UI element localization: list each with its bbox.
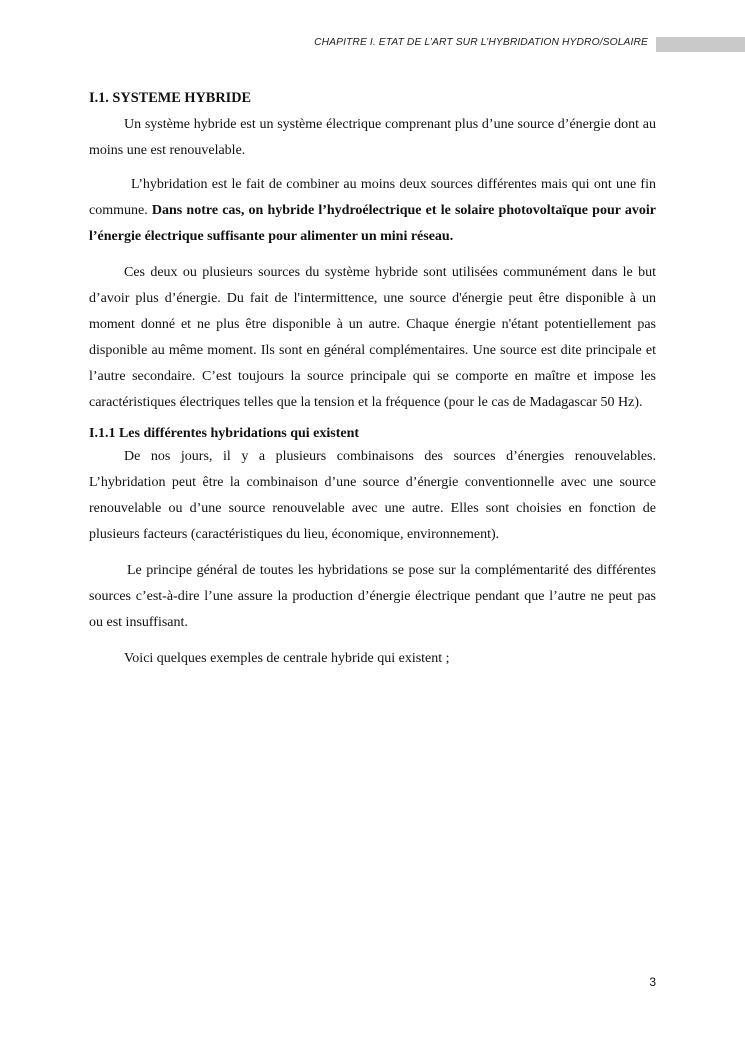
section-paragraph-3: Ces deux ou plusieurs sources du système hybride sont utilisées communément dans le but d’avoir plus d’énergie. Du fait de l'intermittence, une source d'énergie peut être disponible à un moment donné et ne plus être disponible à un autre. Chaque énergie n'étant potentiellement pas disponible au même moment. Ils sont en général complémentaires. Une source est dite principale et l’autre secondaire. C’est toujours la source principale qui se comporte en maître et impose les caractéristiques électriques telles que la tension et la fréquence (pour le cas de Madagascar 50 Hz).	[89, 265, 656, 410]
page-body	[89, 86, 656, 672]
subsection-paragraph-3: Voici quelques exemples de centrale hybride qui existent ;	[124, 651, 450, 666]
section-paragraph-2-text: L’hybridation est le fait de combiner au moins deux sources différentes mais qui ont une fin commune.	[89, 177, 656, 218]
section-paragraph-2-bold: Dans notre cas, on hybride l’hydroélectrique et le solaire photovoltaïque pour avoir l’énergie électrique suffisante pour alimenter un mini réseau.	[89, 203, 656, 244]
page-number: 3	[649, 975, 656, 989]
section-heading: I.1. SYSTEME HYBRIDE	[89, 90, 252, 106]
subsection-heading: I.1.1 Les différentes hybridations qui existent	[89, 426, 360, 441]
subsection-paragraph-1: De nos jours, il y a plusieurs combinaisons des sources d’énergies renouvelables. L’hybridation peut être la combinaison d’une source d’énergie conventionnelle avec une source renouvelable ou d’une source renouvelable avec une autre. Elles sont choisies en fonction de plusieurs facteurs (caractéristiques du lieu, économique, environnement).	[89, 449, 656, 542]
header-accent-bar	[656, 37, 745, 52]
section-paragraph-2	[89, 172, 656, 250]
subsection-paragraph-2: Le principe général de toutes les hybridations se pose sur la complémentarité des différentes sources c’est-à-dire l’une assure la production d’énergie électrique pendant que l’autre ne peut pas ou est insuffisant.	[89, 563, 656, 630]
section-paragraph-1: Un système hybride est un système électrique comprenant plus d’une source d’énergie dont au moins une est renouvelable.	[89, 117, 656, 158]
running-header: CHAPITRE I. ETAT DE L’ART SUR L’HYBRIDATION HYDRO/SOLAIRE	[314, 37, 648, 48]
